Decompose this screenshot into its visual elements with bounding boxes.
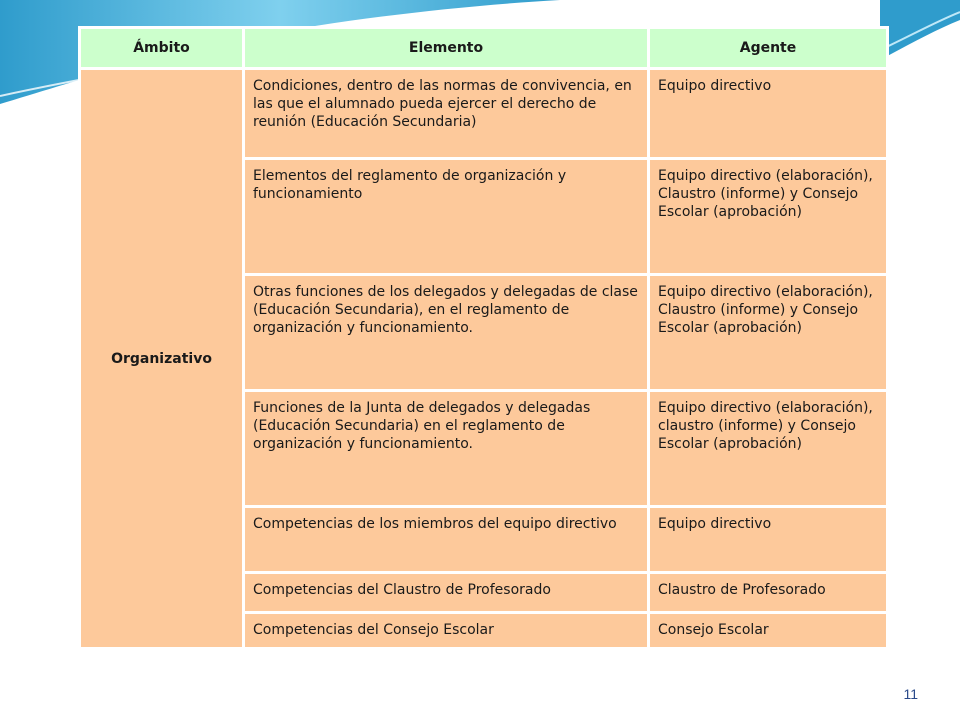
elemento-cell xyxy=(244,275,649,391)
elemento-text: Funciones de la Junta de delegados y delegadas (Educación Secundaria) en el reglamento de organización y funcionamiento. xyxy=(253,400,591,452)
agente-cell xyxy=(649,69,888,159)
agente-text: Consejo Escolar xyxy=(658,622,769,638)
header-ambito: Ámbito xyxy=(80,28,244,69)
elemento-text: Competencias del Claustro de Profesorado xyxy=(253,582,551,598)
elemento-text: Competencias de los miembros del equipo directivo xyxy=(253,516,617,532)
agente-cell xyxy=(649,275,888,391)
agente-text: Equipo directivo (elaboración), claustro (informe) y Consejo Escolar (aprobación) xyxy=(658,400,873,452)
competencias-table xyxy=(78,26,889,650)
elemento-cell xyxy=(244,507,649,573)
elemento-text: Otras funciones de los delegados y delegadas de clase (Educación Secundaria), en el reglamento de organización y funcionamiento. xyxy=(253,284,638,336)
agente-text: Equipo directivo xyxy=(658,516,772,532)
agente-cell xyxy=(649,507,888,573)
header-row xyxy=(80,28,888,69)
elemento-text: Competencias del Consejo Escolar xyxy=(253,622,494,638)
agente-cell xyxy=(649,613,888,649)
agente-cell xyxy=(649,573,888,613)
table-row xyxy=(80,69,888,159)
elemento-cell xyxy=(244,391,649,507)
agente-text: Equipo directivo (elaboración), Claustro (informe) y Consejo Escolar (aprobación) xyxy=(658,168,873,220)
elemento-cell xyxy=(244,69,649,159)
agente-text: Equipo directivo xyxy=(658,78,772,94)
elemento-cell xyxy=(244,159,649,275)
header-agente: Agente xyxy=(649,28,888,69)
ambito-label: Organizativo xyxy=(111,350,212,367)
elemento-text: Elementos del reglamento de organización y funcionamiento xyxy=(253,168,567,202)
page-number: 11 xyxy=(903,686,918,702)
elemento-text: Condiciones, dentro de las normas de convivencia, en las que el alumnado pueda ejercer el derecho de reunión (Educación Secundaria) xyxy=(253,78,632,130)
header-elemento: Elemento xyxy=(244,28,649,69)
ambito-cell xyxy=(80,69,244,649)
elemento-cell xyxy=(244,613,649,649)
agente-cell xyxy=(649,391,888,507)
elemento-cell xyxy=(244,573,649,613)
agente-text: Claustro de Profesorado xyxy=(658,582,826,598)
agente-text: Equipo directivo (elaboración), Claustro (informe) y Consejo Escolar (aprobación) xyxy=(658,284,873,336)
agente-cell xyxy=(649,159,888,275)
